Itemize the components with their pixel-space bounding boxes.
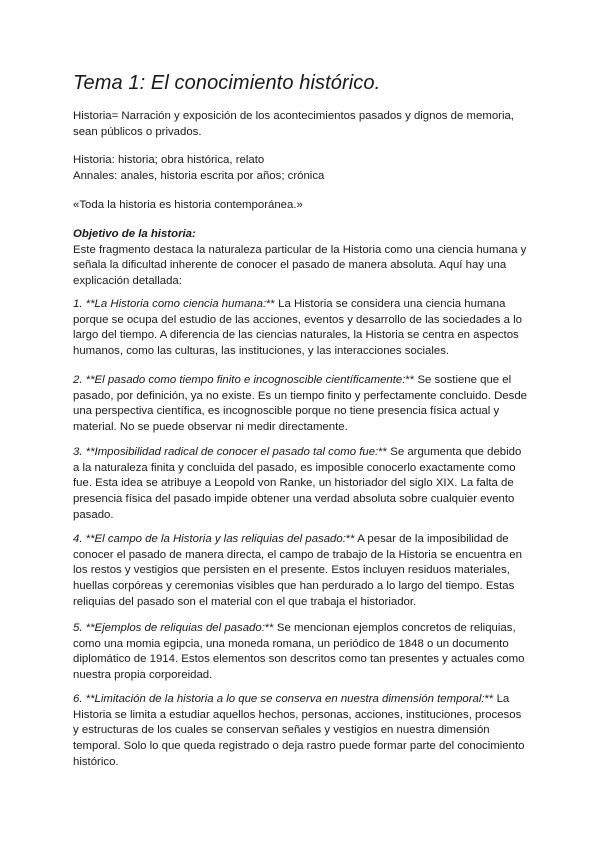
point-5-label: Ejemplos de reliquias del pasado: (94, 622, 265, 634)
point-5-prefix: 5. ** (73, 622, 95, 634)
point-4 (73, 532, 528, 611)
objective-intro: Este fragmento destaca la naturaleza particular de la Historia como una ciencia humana y señala la dificultad inherente de conocer el pasado de manera absoluta. Aquí hay una explicación detallada: (73, 243, 527, 288)
page-title: Tema 1: El conocimiento histórico. (73, 72, 381, 94)
point-3-prefix: 3. ** (73, 446, 95, 458)
point-3 (73, 445, 528, 524)
point-5-body: ** Se mencionan ejemplos concretos de reliquias, como una momia egipcia, una moneda romana, un periódico de 1848 o un documento diplomático de 1914. Estos elementos son descritos como tan presentes y actuales como nuestra propia corporeidad. (73, 622, 525, 682)
point-6-prefix: 6. ** (73, 693, 95, 705)
point-2 (73, 373, 528, 436)
term-historia: Historia: historia; obra histórica, relato (73, 154, 265, 166)
point-4-body: ** A pesar de la imposibilidad de conocer el pasado de manera directa, el campo de trabajo de la Historia se encuentra en los restos y vestigios que persisten en el presente. Estos incluyen residuos materiales, huellas corpóreas y ceremonias visibles que han perdurado a lo largo del tiempo. Estas reliquias del pasado son el material con el que trabaja el historiador. (73, 533, 522, 608)
objective-heading: Objetivo de la historia: (73, 228, 196, 240)
point-1-label: La Historia como ciencia humana: (94, 298, 267, 310)
point-1 (73, 297, 528, 360)
point-6-label: Limitación de la historia a lo que se conserva en nuestra dimensión temporal: (94, 693, 485, 705)
point-1-body: ** La Historia se considera una ciencia humana porque se ocupa del estudio de las acciones, eventos y desarrollo de las sociedades a lo largo del tiempo. A diferencia de las ciencias naturales, la Historia se centra en aspectos humanos, como las culturas, las instituciones, y las interacciones sociales. (73, 298, 522, 358)
quote-paragraph: «Toda la historia es historia contemporánea.» (73, 199, 303, 211)
point-4-prefix: 4. ** (73, 533, 95, 545)
point-6 (73, 692, 528, 771)
definition-paragraph: Historia= Narración y exposición de los acontecimientos pasados y dignos de memoria, sean públicos o privados. (73, 110, 514, 138)
term-annales: Annales: anales, historia escrita por años; crónica (73, 169, 325, 182)
point-5 (73, 621, 528, 684)
point-2-label: El pasado como tiempo finito e incognoscible científicamente: (94, 374, 406, 386)
point-2-prefix: 2. ** (73, 374, 95, 386)
point-3-body: ** Se argumenta que debido a la naturaleza finita y concluida del pasado, es imposible conocerlo exactamente como fue. Esta idea se atribuye a Leopold von Ranke, un historiador del siglo XIX. La falta de presencia física del pasado impide obtener una verdad absoluta sobre cualquier evento pasado. (73, 446, 522, 521)
objective-section (73, 227, 528, 290)
point-2-body: ** Se sostiene que el pasado, por definición, ya no existe. Es un tiempo finito y perfectamente concluido. Desde una perspectiva científica, es incognoscible porque no tiene presencia física actual y material. No se puede observar ni medir directamente. (73, 374, 527, 434)
terms-block (73, 153, 528, 184)
point-3-label: Imposibilidad radical de conocer el pasado tal como fue: (94, 446, 379, 458)
point-4-label: El campo de la Historia y las reliquias del pasado: (94, 533, 346, 545)
point-6-body: ** La Historia se limita a estudiar aquellos hechos, personas, acciones, instituciones, procesos y estructuras de los cuales se conservan señales y vestigios en nuestra dimensión temporal. Solo lo que queda registrado o deja rastro puede formar parte del conocimiento histórico. (73, 693, 525, 768)
point-1-prefix: 1. ** (73, 298, 95, 310)
